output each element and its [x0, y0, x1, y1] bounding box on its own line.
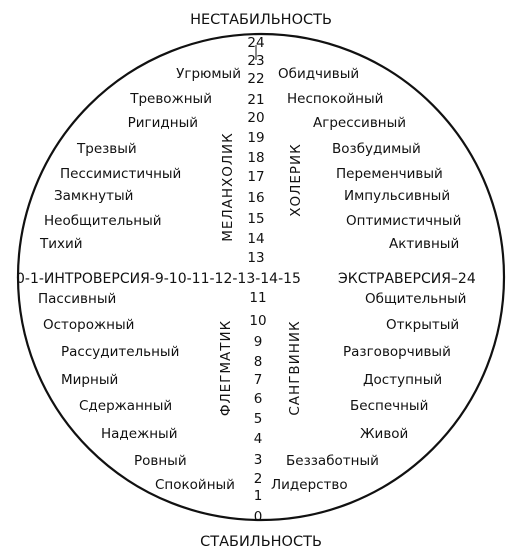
trait-upper-right: Агрессивный [313, 115, 407, 131]
scale-number-23: 23 [247, 53, 265, 69]
scale-number-20: 20 [247, 110, 265, 126]
trait-upper-left: Ригидный [127, 115, 198, 131]
scale-number-4: 4 [253, 431, 263, 447]
scale-number-16: 16 [247, 190, 265, 206]
trait-upper-right: Активный [389, 236, 460, 252]
trait-lower-right: Открытый [386, 317, 460, 333]
scale-number-11: 11 [249, 290, 267, 306]
temperament-choleric: ХОЛЕРИК [288, 143, 304, 217]
scale-number-8: 8 [253, 354, 263, 370]
trait-lower-left: Рассудительный [61, 344, 180, 360]
trait-upper-left: Тихий [40, 236, 83, 252]
trait-lower-left: Спокойный [155, 477, 235, 493]
temperament-sanguine: САНГВИНИК [287, 320, 303, 416]
trait-lower-right: Лидерство [271, 477, 348, 493]
scale-number-0: 0 [253, 509, 263, 525]
axis-introversion: 0-1-ИНТРОВЕРСИЯ-9-10-11-12-13-14-15 [16, 271, 301, 287]
temperament-phlegmatic: ФЛЕГМАТИК [218, 319, 234, 417]
trait-upper-right: Неспокойный [287, 91, 384, 107]
scale-number-21: 21 [247, 92, 265, 108]
trait-upper-left: Замкнутый [54, 188, 134, 204]
scale-number-10: 10 [249, 313, 267, 329]
trait-upper-left: Пессимистичный [60, 166, 182, 182]
trait-upper-right: Возбудимый [332, 141, 421, 157]
trait-lower-right: Общительный [365, 291, 467, 307]
trait-lower-left: Мирный [61, 372, 119, 388]
scale-number-22: 22 [247, 71, 265, 87]
scale-number-5: 5 [253, 411, 263, 427]
title-stability: СТАБИЛЬНОСТЬ [200, 534, 322, 550]
trait-upper-right: Переменчивый [336, 166, 443, 182]
trait-upper-right: Импульсивный [344, 188, 451, 204]
scale-number-15: 15 [247, 211, 265, 227]
trait-lower-right: Беззаботный [286, 453, 379, 469]
scale-number-17: 17 [247, 169, 265, 185]
trait-lower-left: Пассивный [38, 291, 117, 307]
trait-lower-left: Надежный [101, 426, 178, 442]
scale-number-7: 7 [253, 372, 263, 388]
axis-extraversion: ЭКСТРАВЕРСИЯ–24 [338, 271, 476, 287]
temperament-melancholic: МЕЛАНХОЛИК [220, 132, 236, 242]
scale-number-6: 6 [253, 391, 263, 407]
trait-lower-left: Ровный [134, 453, 187, 469]
trait-lower-right: Доступный [363, 372, 443, 388]
scale-number-19: 19 [247, 130, 265, 146]
scale-number-2: 2 [253, 471, 263, 487]
scale-number-14: 14 [247, 231, 265, 247]
trait-upper-left: Угрюмый [176, 66, 241, 82]
trait-upper-left: Необщительный [44, 213, 162, 229]
title-instability: НЕСТАБИЛЬНОСТЬ [190, 12, 332, 28]
scale-number-24: 24 [247, 35, 265, 51]
trait-upper-left: Трезвый [77, 141, 137, 157]
scale-number-13: 13 [247, 250, 265, 266]
trait-lower-left: Сдержанный [79, 398, 173, 414]
scale-number-1: 1 [253, 488, 263, 504]
trait-upper-right: Обидчивый [278, 66, 360, 82]
trait-lower-right: Разговорчивый [343, 344, 451, 360]
trait-lower-left: Осторожный [43, 317, 135, 333]
scale-number-18: 18 [247, 150, 265, 166]
trait-upper-left: Тревожный [130, 91, 212, 107]
trait-lower-right: Живой [360, 426, 409, 442]
scale-number-9: 9 [253, 334, 263, 350]
scale-number-3: 3 [253, 452, 263, 468]
trait-lower-right: Беспечный [350, 398, 429, 414]
trait-upper-right: Оптимистичный [346, 213, 462, 229]
